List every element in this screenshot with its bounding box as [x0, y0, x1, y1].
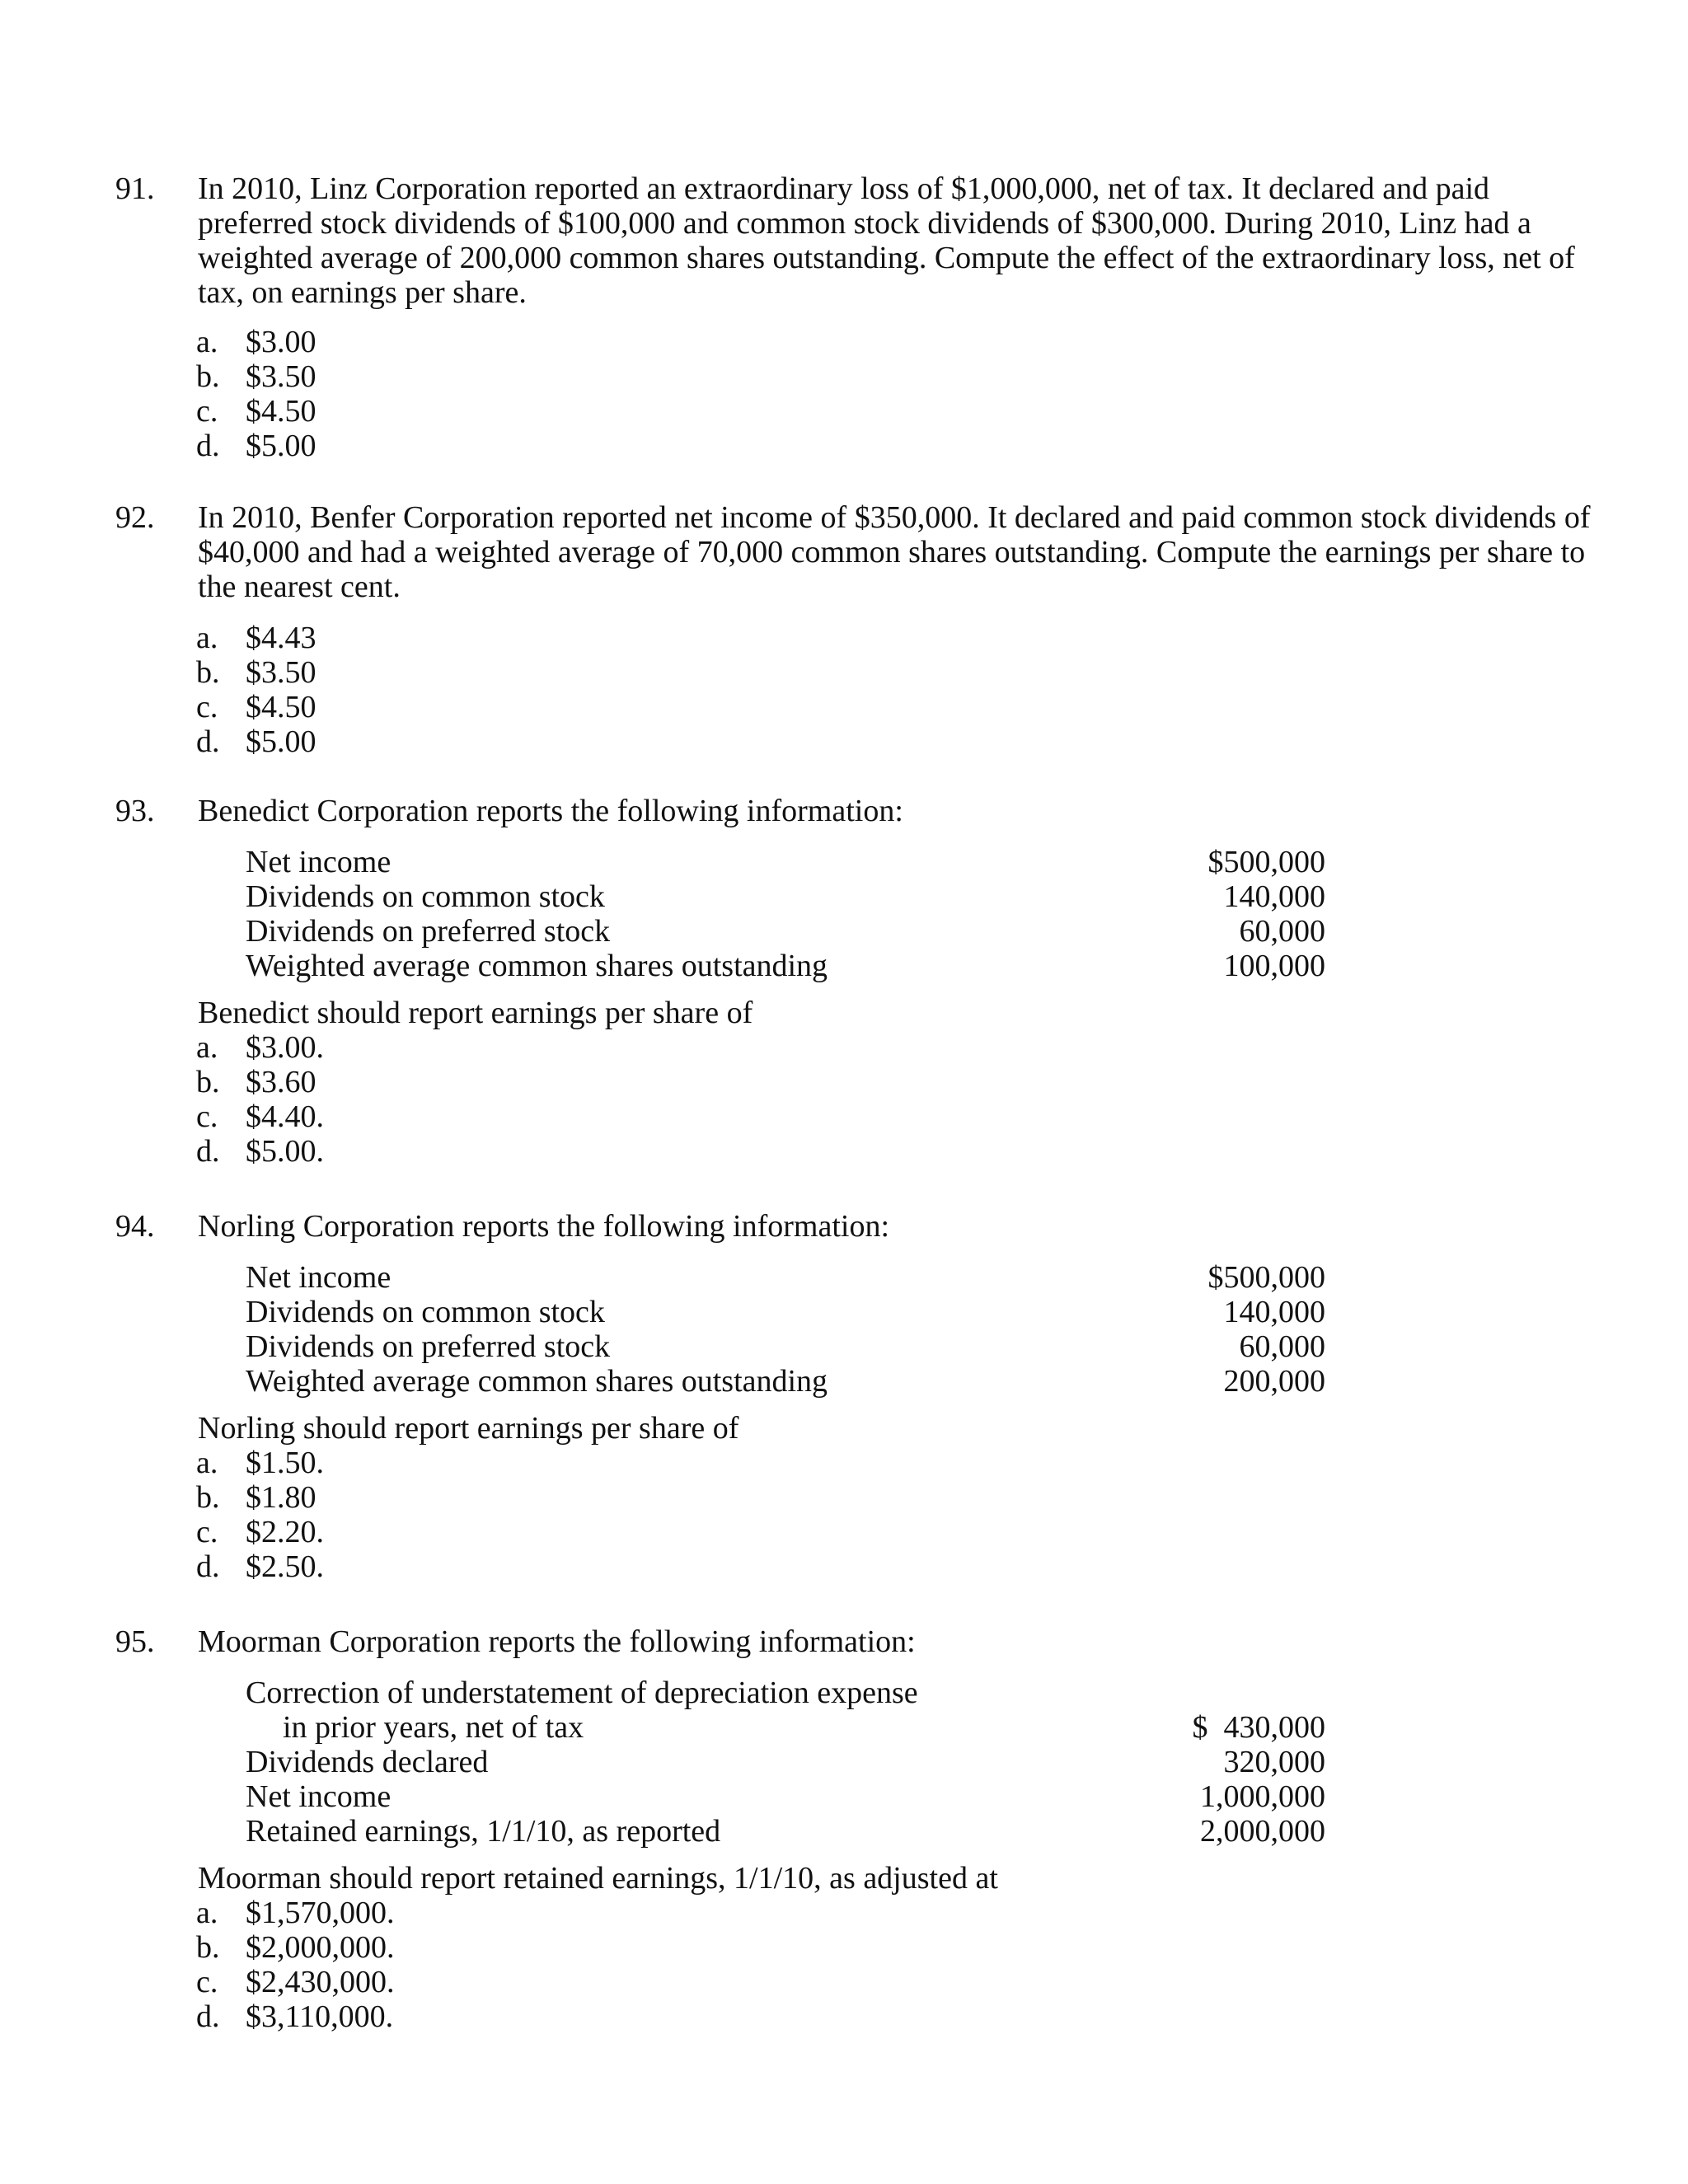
table-row [246, 949, 1325, 983]
choice-c [196, 1515, 324, 1549]
row-label: Dividends on common stock [246, 1295, 605, 1329]
question-stem: In 2010, Linz Corporation reported an extraordinary loss of $1,000,000, net of tax. It declared and paid preferred stock dividends of $100,000 and common stock dividends of $300,000. During 2010, Linz had a weighted average of 200,000 common shares outstanding. Compute the effect of the extraordinary loss, net of tax, on earnings per share. [198, 171, 1575, 310]
choice-a [196, 325, 316, 359]
choice-a [196, 1896, 395, 1930]
choice-d [196, 1549, 324, 1584]
row-label: in prior years, net of tax [283, 1710, 584, 1745]
choice-letter: d. [196, 1549, 220, 1584]
row-value: 100,000 [1223, 949, 1325, 983]
row-value: 140,000 [1223, 1295, 1325, 1329]
choice-letter: c. [196, 1099, 218, 1134]
answer-choices [196, 1446, 324, 1584]
choice-d [196, 724, 316, 759]
choice-letter: c. [196, 1965, 218, 1999]
data-table [246, 1675, 1325, 1849]
row-value: 60,000 [1239, 914, 1325, 949]
choice-letter: c. [196, 394, 218, 429]
choice-text: $3.50 [246, 655, 316, 690]
row-label: Weighted average common shares outstanding [246, 1364, 828, 1399]
row-label: Dividends declared [246, 1745, 489, 1779]
choice-text: $1.50. [246, 1446, 324, 1480]
choice-letter: b. [196, 1480, 220, 1515]
table-row [246, 1329, 1325, 1364]
choice-a [196, 1446, 324, 1480]
question-number: 94. [115, 1209, 155, 1244]
question-number: 92. [115, 500, 155, 535]
answer-choices [196, 325, 316, 463]
choice-letter: a. [196, 621, 218, 655]
data-table [246, 1260, 1325, 1399]
choice-text: $3.00 [246, 325, 316, 359]
choice-text: $2,000,000. [246, 1930, 395, 1965]
row-value: 200,000 [1223, 1364, 1325, 1399]
table-row [246, 1745, 1325, 1779]
table-row [246, 1260, 1325, 1295]
choice-letter: b. [196, 1065, 220, 1099]
row-label: Retained earnings, 1/1/10, as reported [246, 1814, 721, 1849]
choice-text: $2,430,000. [246, 1965, 395, 1999]
choice-letter: c. [196, 690, 218, 724]
table-row [246, 845, 1325, 879]
row-label: Net income [246, 845, 392, 879]
choice-letter: d. [196, 429, 220, 463]
row-value: 60,000 [1239, 1329, 1325, 1364]
answer-choices [196, 1896, 395, 2034]
question-number: 93. [115, 794, 155, 828]
question-stem: Norling Corporation reports the following information: [198, 1209, 890, 1244]
row-value [987, 1675, 1325, 1710]
choice-text: $1.80 [246, 1480, 316, 1515]
choice-text: $5.00 [246, 724, 316, 759]
choice-c [196, 1965, 395, 1999]
question-prompt: Benedict should report earnings per share of [198, 996, 753, 1030]
answer-choices [196, 1030, 324, 1169]
question-prompt: Norling should report earnings per share of [198, 1411, 739, 1446]
row-value: 2,000,000 [1200, 1814, 1325, 1849]
choice-letter: a. [196, 325, 218, 359]
row-value: $ 430,000 [1192, 1710, 1325, 1745]
question-prompt: Moorman should report retained earnings, 1/1/10, as adjusted at [198, 1861, 998, 1896]
choice-text: $5.00 [246, 429, 316, 463]
choice-a [196, 621, 316, 655]
choice-text: $1,570,000. [246, 1896, 395, 1930]
choice-letter: d. [196, 724, 220, 759]
choice-text: $4.50 [246, 394, 316, 429]
row-label: Dividends on common stock [246, 879, 605, 914]
row-label: Weighted average common shares outstanding [246, 949, 828, 983]
choice-b [196, 359, 316, 394]
choice-letter: b. [196, 1930, 220, 1965]
choice-letter: a. [196, 1030, 218, 1065]
choice-d [196, 1134, 324, 1169]
choice-text: $2.20. [246, 1515, 324, 1549]
choice-text: $4.40. [246, 1099, 324, 1134]
question-stem: Benedict Corporation reports the following information: [198, 794, 903, 828]
row-value: 140,000 [1223, 879, 1325, 914]
choice-d [196, 429, 316, 463]
row-value: $500,000 [1207, 845, 1325, 879]
choice-b [196, 655, 316, 690]
choice-text: $3.00. [246, 1030, 324, 1065]
choice-c [196, 690, 316, 724]
question-number: 95. [115, 1624, 155, 1659]
question-stem: In 2010, Benfer Corporation reported net income of $350,000. It declared and paid common stock dividends of $40,000 and had a weighted average of 70,000 common shares outstanding. Compute the earnings per share to the nearest cent. [198, 500, 1591, 604]
choice-letter: a. [196, 1896, 218, 1930]
question-stem: Moorman Corporation reports the following information: [198, 1624, 916, 1659]
table-row [246, 1779, 1325, 1814]
row-label: Dividends on preferred stock [246, 914, 611, 949]
table-row [246, 914, 1325, 949]
row-label: Net income [246, 1779, 392, 1814]
choice-letter: d. [196, 1134, 220, 1169]
choice-b [196, 1930, 395, 1965]
choice-letter: a. [196, 1446, 218, 1480]
choice-d [196, 1999, 395, 2034]
table-row [246, 1814, 1325, 1849]
question-number: 91. [115, 171, 155, 206]
choice-letter: d. [196, 1999, 220, 2034]
row-value: 320,000 [1223, 1745, 1325, 1779]
answer-choices [196, 621, 316, 759]
table-row [246, 1675, 1325, 1710]
choice-text: $3.60 [246, 1065, 316, 1099]
choice-text: $5.00. [246, 1134, 324, 1169]
choice-b [196, 1065, 324, 1099]
choice-c [196, 394, 316, 429]
row-label: Correction of understatement of depreciation expense [246, 1675, 918, 1710]
choice-letter: b. [196, 359, 220, 394]
row-value: 1,000,000 [1200, 1779, 1325, 1814]
choice-a [196, 1030, 324, 1065]
row-value: $500,000 [1207, 1260, 1325, 1295]
choice-text: $4.50 [246, 690, 316, 724]
choice-text: $3,110,000. [246, 1999, 394, 2034]
table-row [246, 1710, 1325, 1745]
data-table [246, 845, 1325, 983]
choice-text: $2.50. [246, 1549, 324, 1584]
choice-c [196, 1099, 324, 1134]
row-label: Dividends on preferred stock [246, 1329, 611, 1364]
choice-text: $4.43 [246, 621, 316, 655]
choice-letter: c. [196, 1515, 218, 1549]
choice-b [196, 1480, 324, 1515]
choice-text: $3.50 [246, 359, 316, 394]
row-label: Net income [246, 1260, 392, 1295]
table-row [246, 1364, 1325, 1399]
choice-letter: b. [196, 655, 220, 690]
table-row [246, 1295, 1325, 1329]
table-row [246, 879, 1325, 914]
